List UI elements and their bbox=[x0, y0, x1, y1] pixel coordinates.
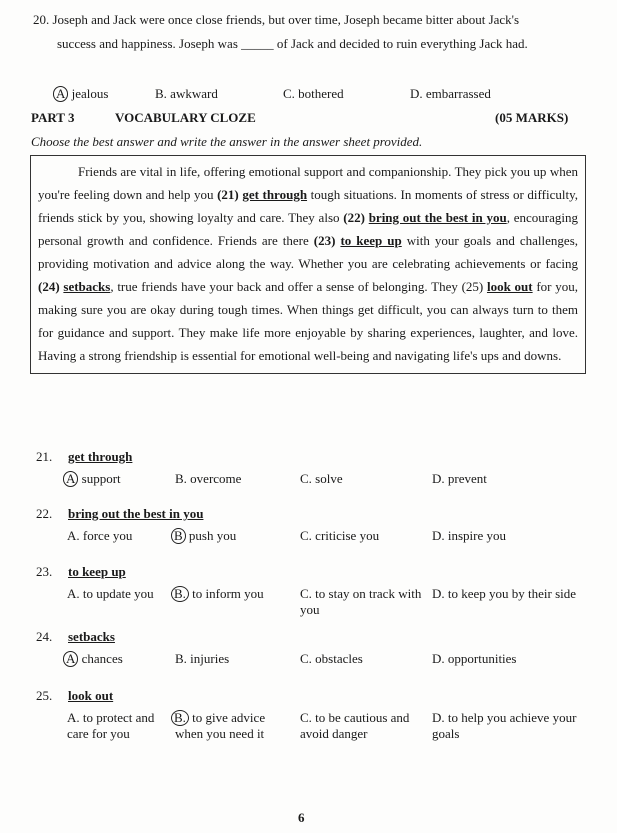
option-text: obstacles bbox=[315, 651, 363, 666]
option-letter: A. bbox=[67, 710, 80, 725]
option-text: support bbox=[81, 471, 121, 486]
blank-number: (21) bbox=[217, 187, 243, 202]
q20-line2: success and happiness. Joseph was _____ of Jack and decided to ruin everything Jack had. bbox=[57, 36, 528, 51]
question-phrase: setbacks bbox=[68, 629, 115, 644]
option-text: inspire you bbox=[447, 528, 507, 543]
blank-phrase: get through bbox=[242, 187, 308, 202]
option-text: solve bbox=[315, 471, 343, 486]
option-letter: D. bbox=[432, 471, 445, 486]
option-text: opportunities bbox=[447, 651, 517, 666]
option-text: embarrassed bbox=[425, 86, 491, 101]
answer-option bbox=[175, 471, 295, 487]
question-number: 22. bbox=[36, 506, 53, 521]
option-text: to keep you by their side bbox=[447, 586, 577, 601]
option-text: prevent bbox=[447, 471, 487, 486]
page-number: 6 bbox=[298, 810, 305, 825]
option-letter: D. bbox=[432, 586, 445, 601]
question-number: 24. bbox=[36, 629, 53, 644]
option-letter: D. bbox=[410, 86, 423, 101]
answer-option bbox=[410, 86, 560, 102]
cloze-passage bbox=[30, 155, 586, 374]
part-title: VOCABULARY CLOZE bbox=[115, 110, 256, 125]
option-text: push you bbox=[188, 528, 237, 543]
blank-phrase: to keep up bbox=[340, 233, 402, 248]
answer-option bbox=[67, 651, 171, 667]
answer-option bbox=[67, 471, 171, 487]
circled-answer-letter: B bbox=[171, 528, 186, 544]
answer-option bbox=[300, 528, 428, 544]
answer-option bbox=[175, 586, 295, 602]
option-letter: C. bbox=[300, 710, 312, 725]
part-marks: (05 MARKS) bbox=[495, 110, 569, 125]
answer-option bbox=[432, 528, 582, 544]
passage-text: with your goals and challenges, providing motivation and advice along the way. Whether you are celebrating achievements or facing bbox=[38, 233, 578, 271]
option-letter: A. bbox=[67, 586, 80, 601]
option-text: force you bbox=[82, 528, 133, 543]
option-letter: C. bbox=[300, 651, 312, 666]
circled-answer-letter: A bbox=[63, 651, 78, 667]
option-letter: D. bbox=[432, 528, 445, 543]
blank-number: (24) bbox=[38, 279, 64, 294]
answer-option bbox=[432, 586, 582, 602]
circled-answer-letter: A bbox=[53, 86, 68, 102]
answer-option bbox=[300, 710, 428, 742]
option-letter: B. bbox=[155, 86, 167, 101]
option-letter: D. bbox=[432, 651, 445, 666]
instruction: Choose the best answer and write the answer in the answer sheet provided. bbox=[31, 134, 423, 149]
option-text: to help you achieve your goals bbox=[432, 710, 577, 741]
option-text: bothered bbox=[298, 86, 344, 101]
passage-text: , encouraging personal growth and confidence. Friends are there bbox=[38, 210, 578, 248]
answer-option bbox=[432, 710, 582, 742]
question-phrase: get through bbox=[68, 449, 133, 464]
question-phrase: look out bbox=[68, 688, 114, 703]
question-phrase: to keep up bbox=[68, 564, 126, 579]
blank-phrase: bring out the best in you bbox=[368, 210, 507, 225]
answer-option bbox=[175, 710, 295, 742]
option-text: awkward bbox=[170, 86, 218, 101]
option-text: injuries bbox=[190, 651, 230, 666]
q20-line1: 20. Joseph and Jack were once close friends, but over time, Joseph became bitter about Jack's bbox=[33, 12, 520, 27]
question-number: 23. bbox=[36, 564, 53, 579]
answer-option bbox=[300, 586, 428, 618]
option-letter: C. bbox=[300, 528, 312, 543]
option-text: to stay on track with you bbox=[300, 586, 422, 617]
answer-option bbox=[432, 651, 582, 667]
option-text: to update you bbox=[82, 586, 154, 601]
answer-option bbox=[67, 710, 171, 742]
answer-option bbox=[155, 86, 277, 102]
answer-option bbox=[67, 528, 171, 544]
blank-phrase: setbacks bbox=[63, 279, 111, 294]
option-letter: C. bbox=[283, 86, 295, 101]
answer-option bbox=[432, 471, 582, 487]
option-text: to be cautious and avoid danger bbox=[300, 710, 410, 741]
answer-option bbox=[175, 651, 295, 667]
passage-text: , true friends have your back and offer a sense of belonging. They (25) bbox=[110, 279, 487, 294]
circled-answer-letter: A bbox=[63, 471, 78, 487]
answer-option bbox=[300, 651, 428, 667]
circled-answer-letter: B. bbox=[171, 586, 189, 602]
passage-text: tough situations. In moments of stress or difficulty, friends stick by you, showing loyalty and care. They also bbox=[38, 187, 578, 225]
answer-option bbox=[67, 586, 171, 602]
option-text: chances bbox=[81, 651, 123, 666]
option-text: to give advice when you need it bbox=[175, 710, 266, 741]
answer-option bbox=[175, 528, 295, 544]
option-text: to inform you bbox=[192, 586, 264, 601]
answer-option bbox=[283, 86, 404, 102]
blank-number: (23) bbox=[313, 233, 341, 248]
option-text: overcome bbox=[190, 471, 242, 486]
question-number: 25. bbox=[36, 688, 53, 703]
option-letter: A. bbox=[67, 528, 80, 543]
passage-text: Friends are vital in life, offering emotional support and companionship. They pick you up when you're feeling down and help you bbox=[38, 164, 578, 202]
part-label: PART 3 bbox=[31, 110, 75, 125]
question-number: 21. bbox=[36, 449, 53, 464]
answer-option bbox=[57, 86, 149, 102]
blank-phrase: look out bbox=[486, 279, 533, 294]
option-letter: C. bbox=[300, 471, 312, 486]
answer-option bbox=[300, 471, 428, 487]
option-text: to protect and care for you bbox=[67, 710, 155, 741]
option-text: jealous bbox=[71, 86, 109, 101]
option-text: criticise you bbox=[315, 528, 380, 543]
option-letter: D. bbox=[432, 710, 445, 725]
option-letter: C. bbox=[300, 586, 312, 601]
question-phrase: bring out the best in you bbox=[68, 506, 204, 521]
passage-text: for you, making sure you are okay during tough times. When things get difficult, you can always turn to them for guidance and support. They make life more enjoyable by sharing experiences, laughter, and love. Having a strong friendship is essential for emotional well-being and navigating life's ups and downs. bbox=[38, 279, 578, 363]
option-letter: B. bbox=[175, 471, 187, 486]
circled-answer-letter: B. bbox=[171, 710, 189, 726]
option-letter: B. bbox=[175, 651, 187, 666]
blank-number: (22) bbox=[343, 210, 369, 225]
